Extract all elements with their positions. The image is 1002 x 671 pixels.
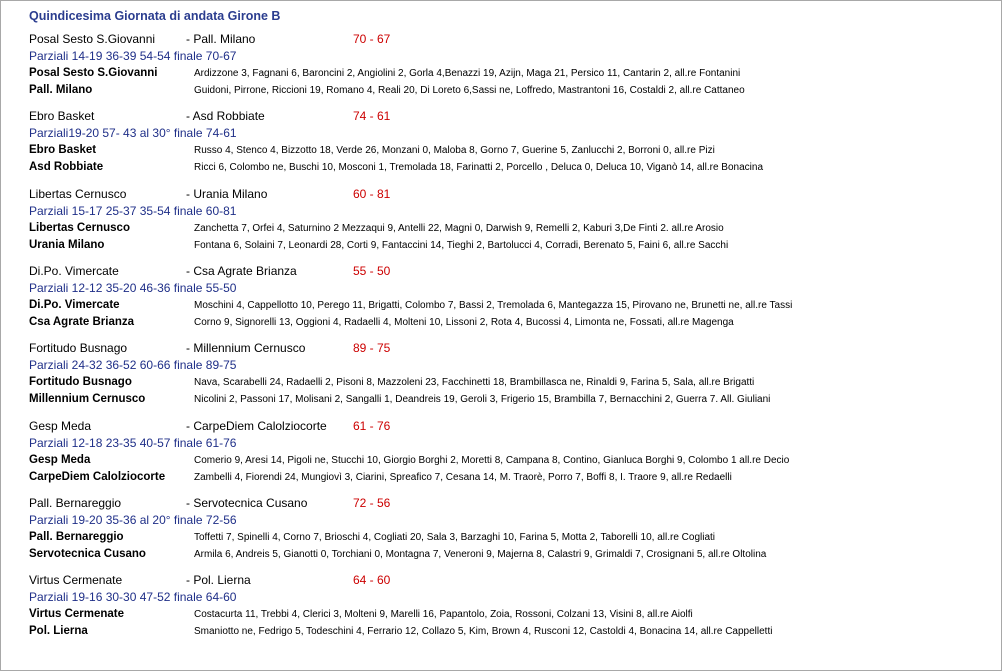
- home-roster-team: Libertas Cernusco: [29, 222, 130, 234]
- match-block: [29, 573, 989, 641]
- home-roster-team: Gesp Meda: [29, 454, 91, 466]
- away-roster-team: CarpeDiem Calolziocorte: [29, 471, 166, 483]
- home-roster-team: Fortitudo Busnago: [29, 376, 132, 388]
- home-team-name: Libertas Cernusco: [29, 187, 127, 201]
- away-team-name: - Csa Agrate Brianza: [186, 264, 297, 278]
- home-roster-row: [29, 221, 989, 238]
- home-roster-row: [29, 375, 989, 392]
- home-roster-team: Di.Po. Vimercate: [29, 299, 120, 311]
- partials-line: Parziali 12-12 35-20 46-36 finale 55-50: [29, 281, 237, 295]
- match-header: [29, 573, 989, 590]
- away-roster-players: Corno 9, Signorelli 13, Oggioni 4, Radaelli 4, Molteni 10, Lissoni 2, Rota 4, Bucossi 4, Limonta ne, Fossati, all.re Magenga: [194, 317, 734, 328]
- home-roster-row: [29, 453, 989, 470]
- page-title: Quindicesima Giornata di andata Girone B: [29, 9, 281, 23]
- away-team-name: - Pall. Milano: [186, 32, 256, 46]
- partials-line: Parziali 19-16 30-30 47-52 finale 64-60: [29, 590, 237, 604]
- away-roster-row: [29, 392, 989, 409]
- away-roster-team: Millennium Cernusco: [29, 393, 146, 405]
- match-score: 61 - 76: [353, 419, 391, 433]
- match-header: [29, 496, 989, 513]
- home-roster-players: Costacurta 11, Trebbi 4, Clerici 3, Molteni 9, Marelli 16, Papantolo, Zoia, Rossoni, Colzani 13, Visini 8, all.re Aiolfi: [194, 609, 693, 620]
- away-team-name: - CarpeDiem Calolziocorte: [186, 419, 327, 433]
- match-header: [29, 419, 989, 436]
- partials-line: Parziali 15-17 25-37 35-54 finale 60-81: [29, 204, 237, 218]
- match-header: [29, 109, 989, 126]
- match-header: [29, 187, 989, 204]
- away-roster-row: [29, 624, 989, 641]
- match-block: [29, 341, 989, 409]
- partials-line: Parziali 12-18 23-35 40-57 finale 61-76: [29, 436, 237, 450]
- home-roster-players: Ardizzone 3, Fagnani 6, Baroncini 2, Angiolini 2, Gorla 4,Benazzi 19, Azijn, Maga 21, Persico 11, Cantarin 2, all.re Fontanini: [194, 68, 741, 79]
- home-roster-team: Posal Sesto S.Giovanni: [29, 67, 158, 79]
- partials-line: Parziali 14-19 36-39 54-54 finale 70-67: [29, 49, 237, 63]
- away-roster-team: Csa Agrate Brianza: [29, 316, 135, 328]
- away-team-name: - Servotecnica Cusano: [186, 496, 308, 510]
- away-roster-team: Asd Robbiate: [29, 161, 104, 173]
- match-block: [29, 496, 989, 564]
- home-roster-team: Virtus Cermenate: [29, 608, 125, 620]
- home-roster-players: Russo 4, Stenco 4, Bizzotto 18, Verde 26, Monzani 0, Maloba 8, Gorno 7, Guerine 5, Zanlucchi 2, Borroni 0, all.re Pizi: [194, 145, 715, 156]
- home-roster-players: Moschini 4, Cappellotto 10, Perego 11, Brigatti, Colombo 7, Bassi 2, Tremolada 6, Mantegazza 15, Pirovano ne, Brunetti ne, all.re Tassi: [194, 300, 793, 311]
- match-score: 72 - 56: [353, 496, 391, 510]
- home-team-name: Pall. Bernareggio: [29, 496, 122, 510]
- match-score: 74 - 61: [353, 109, 391, 123]
- partials-line: Parziali 19-20 35-36 al 20° finale 72-56: [29, 513, 237, 527]
- match-block: [29, 109, 989, 177]
- home-team-name: Gesp Meda: [29, 419, 92, 433]
- match-header: [29, 341, 989, 358]
- away-roster-row: [29, 83, 989, 100]
- match-score: 89 - 75: [353, 341, 391, 355]
- away-team-name: - Pol. Lierna: [186, 573, 251, 587]
- home-roster-row: [29, 607, 989, 624]
- match-score: 64 - 60: [353, 573, 391, 587]
- home-roster-row: [29, 530, 989, 547]
- away-roster-players: Zambelli 4, Fiorendi 24, Mungiovì 3, Ciarini, Spreafico 7, Cesana 14, M. Traorè, Porro 7, Boffi 8, I. Traore 9, all.re Redaelli: [194, 472, 732, 483]
- home-team-name: Posal Sesto S.Giovanni: [29, 32, 156, 46]
- away-roster-row: [29, 547, 989, 564]
- home-roster-players: Nava, Scarabelli 24, Radaelli 2, Pisoni 8, Mazzoleni 23, Facchinetti 18, Brambillasca ne, Rinaldi 9, Farina 5, Sala, all.re Brigatti: [194, 377, 755, 388]
- away-roster-players: Smaniotto ne, Fedrigo 5, Todeschini 4, Ferrario 12, Collazo 5, Kim, Brown 4, Rusconi 12, Castoldi 4, Bonacina 14, all.re Cappelletti: [194, 626, 773, 637]
- home-roster-players: Comerio 9, Aresi 14, Pigoli ne, Stucchi 10, Giorgio Borghi 2, Moretti 8, Campana 8, Contino, Gianluca Borghi 9, Colombo 1 all.re Decio: [194, 455, 790, 466]
- away-roster-team: Urania Milano: [29, 239, 105, 251]
- home-team-name: Ebro Basket: [29, 109, 95, 123]
- match-score: 70 - 67: [353, 32, 391, 46]
- home-roster-team: Pall. Bernareggio: [29, 531, 124, 543]
- away-roster-players: Armila 6, Andreis 5, Gianotti 0, Torchiani 0, Montagna 7, Veneroni 9, Majerna 8, Calastri 9, Grimaldi 7, Crosignani 5, all.re Oltolina: [194, 549, 767, 560]
- away-roster-row: [29, 238, 989, 255]
- away-roster-row: [29, 160, 989, 177]
- match-block: [29, 32, 989, 100]
- away-roster-team: Pol. Lierna: [29, 625, 88, 637]
- home-roster-players: Toffetti 7, Spinelli 4, Corno 7, Brioschi 4, Cogliati 20, Sala 3, Barzaghi 10, Farina 5, Motta 2, Taborelli 10, all.re Cogliati: [194, 532, 716, 543]
- home-roster-row: [29, 298, 989, 315]
- match-block: [29, 264, 989, 332]
- partials-line: Parziali 24-32 36-52 60-66 finale 89-75: [29, 358, 237, 372]
- away-roster-row: [29, 315, 989, 332]
- match-block: [29, 187, 989, 255]
- away-team-name: - Asd Robbiate: [186, 109, 265, 123]
- away-team-name: - Millennium Cernusco: [186, 341, 306, 355]
- home-team-name: Fortitudo Busnago: [29, 341, 128, 355]
- away-roster-players: Fontana 6, Solaini 7, Leonardi 28, Corti 9, Fantaccini 14, Tieghi 2, Bartolucci 4, Corradi, Berenato 5, Faini 6, all.re Sacchi: [194, 240, 729, 251]
- away-roster-team: Pall. Milano: [29, 84, 93, 96]
- match-header: [29, 32, 989, 49]
- home-roster-row: [29, 66, 989, 83]
- home-team-name: Virtus Cermenate: [29, 573, 123, 587]
- home-roster-players: Zanchetta 7, Orfei 4, Saturnino 2 Mezzaqui 9, Antelli 22, Magni 0, Darwish 9, Remelli 2, Kaburi 3,De Finti 2. all.re Arosio: [194, 223, 724, 234]
- away-roster-players: Nicolini 2, Passoni 17, Molisani 2, Sangalli 1, Deandreis 19, Geroli 3, Frigerio 15, Brambilla 7, Bernacchini 2, Guerra 7. All. Giuliani: [194, 394, 771, 405]
- away-roster-row: [29, 470, 989, 487]
- match-header: [29, 264, 989, 281]
- match-block: [29, 419, 989, 487]
- away-roster-players: Ricci 6, Colombo ne, Buschi 10, Mosconi 1, Tremolada 18, Farinatti 2, Porcello , Deluca 0, Deluca 10, Viganò 14, all.re Bonacina: [194, 162, 764, 173]
- home-roster-row: [29, 143, 989, 160]
- match-score: 55 - 50: [353, 264, 391, 278]
- match-score: 60 - 81: [353, 187, 391, 201]
- partials-line: Parziali19-20 57- 43 al 30° finale 74-61: [29, 126, 237, 140]
- home-roster-team: Ebro Basket: [29, 144, 97, 156]
- away-roster-team: Servotecnica Cusano: [29, 548, 146, 560]
- away-roster-players: Guidoni, Pirrone, Riccioni 19, Romano 4, Reali 20, Di Loreto 6,Sassi ne, Loffredo, Mastrantoni 16, Costaldi 2, all.re Cattaneo: [194, 85, 745, 96]
- away-team-name: - Urania Milano: [186, 187, 268, 201]
- home-team-name: Di.Po. Vimercate: [29, 264, 119, 278]
